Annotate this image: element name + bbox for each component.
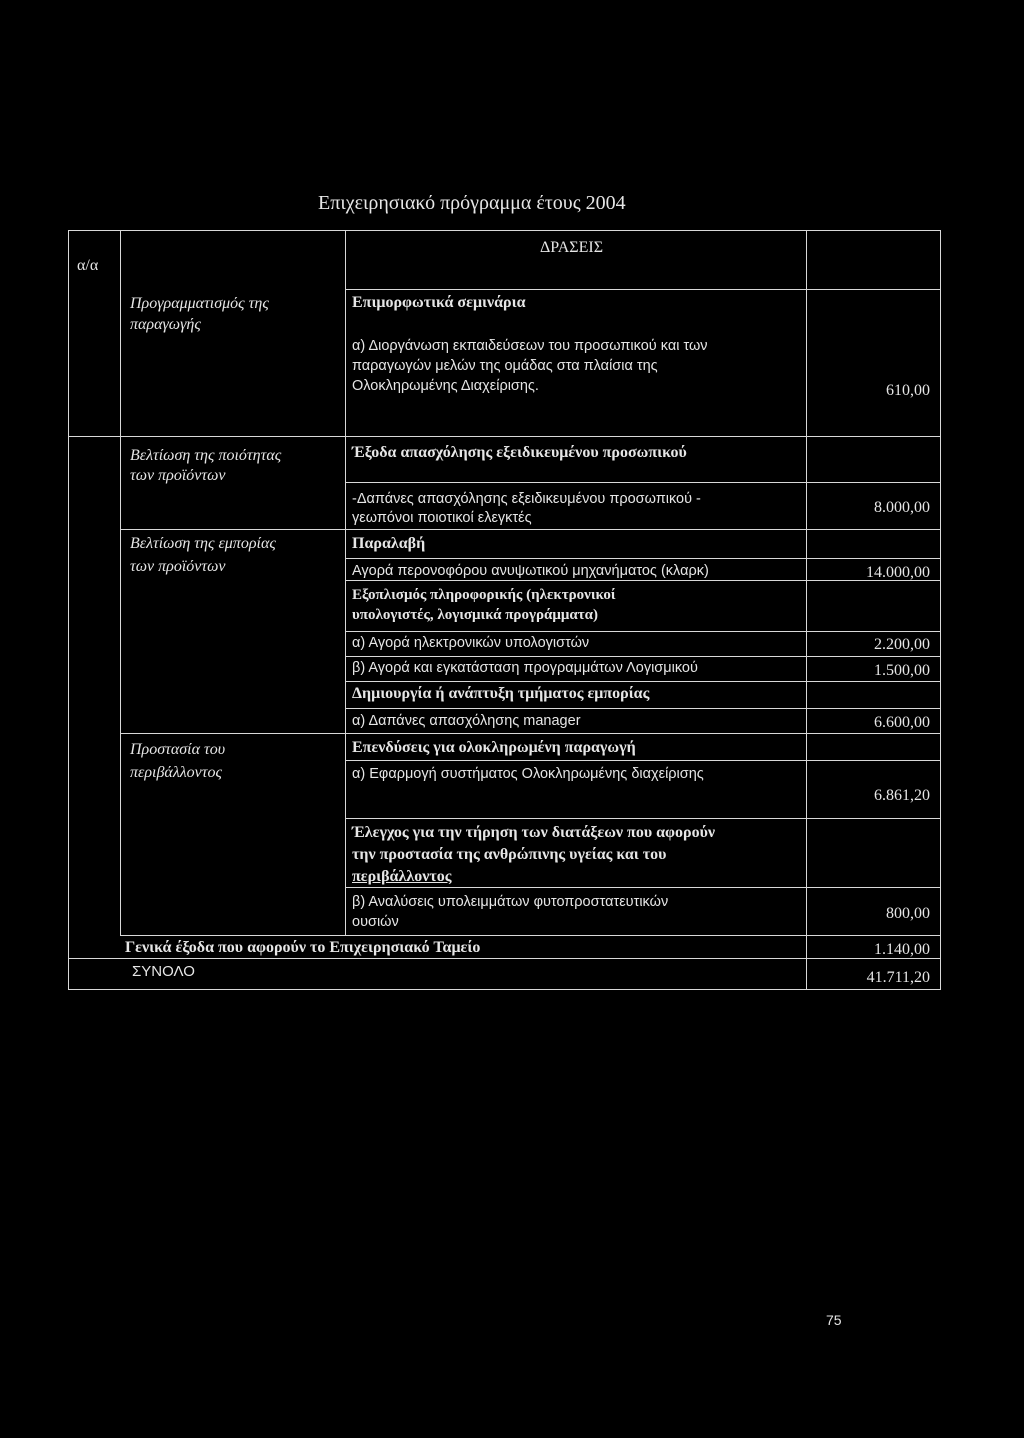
- table-rule: [345, 708, 941, 709]
- action-item: α) Αγορά ηλεκτρονικών υπολογιστών: [352, 635, 590, 651]
- action-item: β) Αγορά και εγκατάσταση προγραμμάτων Λογισμικού: [352, 660, 698, 676]
- category-label: παραγωγής: [130, 316, 201, 333]
- table-rule: [120, 935, 941, 936]
- table-rule: [345, 818, 941, 819]
- action-heading: Έλεγχος για την τήρηση των διατάξεων που αφορούν: [352, 824, 716, 841]
- action-heading: Επιμορφωτικά σεμινάρια: [352, 294, 526, 311]
- action-heading: Εξοπλισμός πληροφορικής (ηλεκτρονικοί: [352, 587, 616, 603]
- table-rule: [345, 230, 346, 935]
- category-label: των προϊόντων: [130, 558, 226, 575]
- table-rule: [120, 733, 941, 734]
- category-label: Βελτίωση της εμπορίας: [130, 535, 276, 552]
- amount: 6.600,00: [874, 714, 930, 731]
- amount: 610,00: [886, 382, 930, 399]
- action-item: ουσιών: [352, 914, 399, 930]
- table-rule: [806, 230, 807, 989]
- amount: 1.140,00: [874, 941, 930, 958]
- table-rule: [68, 989, 941, 990]
- action-item: β) Αναλύσεις υπολειμμάτων φυτοπροστατευτικών: [352, 894, 669, 910]
- category-label: Βελτίωση της ποιότητας: [130, 447, 282, 464]
- header-aa: α/α: [77, 257, 99, 274]
- action-heading: Επενδύσεις για ολοκληρωμένη παραγωγή: [352, 739, 636, 756]
- total-amount: 41.711,20: [866, 969, 930, 986]
- amount: 800,00: [886, 905, 930, 922]
- category-label: Προστασία του: [130, 741, 226, 758]
- action-heading: την προστασία της ανθρώπινης υγείας και του: [352, 846, 667, 863]
- action-item: Ολοκληρωμένης Διαχείρισης.: [352, 378, 539, 394]
- table-rule: [120, 529, 941, 530]
- action-item: Αγορά περονοφόρου ανυψωτικού μηχανήματος (κλαρκ): [352, 563, 709, 579]
- action-item: α) Εφαρμογή συστήματος Ολοκληρωμένης διαχείρισης: [352, 766, 704, 782]
- category-label: Προγραμματισμός της: [130, 295, 269, 312]
- table-rule: [345, 558, 941, 559]
- action-item: α) Διοργάνωση εκπαιδεύσεων του προσωπικού και των: [352, 338, 708, 354]
- amount: 8.000,00: [874, 499, 930, 516]
- table-rule: [345, 482, 941, 483]
- table-rule: [345, 289, 941, 290]
- amount: 14.000,00: [866, 564, 930, 581]
- general-expenses-label: Γενικά έξοδα που αφορούν το Επιχειρησιακό Ταμείο: [125, 939, 481, 956]
- action-heading: Δημιουργία ή ανάπτυξη τμήματος εμπορίας: [352, 685, 650, 702]
- table-rule: [345, 887, 941, 888]
- action-item: α) Δαπάνες απασχόλησης manager: [352, 713, 581, 729]
- action-heading: Έξοδα απασχόλησης εξειδικευμένου προσωπικού: [352, 444, 687, 461]
- table-rule: [345, 681, 941, 682]
- table-rule: [940, 230, 941, 989]
- table-rule: [345, 631, 941, 632]
- table-rule: [68, 436, 941, 437]
- amount: 2.200,00: [874, 636, 930, 653]
- page-number: 75: [826, 1312, 842, 1328]
- table-rule: [345, 656, 941, 657]
- category-label: περιβάλλοντος: [130, 764, 222, 781]
- table-rule: [120, 230, 121, 935]
- action-heading: Παραλαβή: [352, 535, 426, 552]
- action-heading: υπολογιστές, λογισμικά προγράμματα): [352, 607, 599, 623]
- page-title: Επιχειρησιακό πρόγραμμα έτους 2004: [318, 192, 626, 214]
- action-item: γεωπόνοι ποιοτικοί ελεγκτές: [352, 510, 532, 526]
- table-rule: [345, 760, 941, 761]
- table-rule: [68, 230, 69, 989]
- action-item: -Δαπάνες απασχόλησης εξειδικευμένου προσωπικού -: [352, 491, 701, 507]
- amount: 1.500,00: [874, 662, 930, 679]
- category-label: των προϊόντων: [130, 467, 226, 484]
- amount: 6.861,20: [874, 787, 930, 804]
- table-rule: [68, 230, 941, 231]
- total-label: ΣΥΝΟΛΟ: [132, 963, 195, 980]
- header-actions: ΔΡΑΣΕΙΣ: [540, 239, 604, 256]
- action-heading: περιβάλλοντος: [352, 868, 452, 885]
- action-item: παραγωγών μελών της ομάδας στα πλαίσια της: [352, 358, 658, 374]
